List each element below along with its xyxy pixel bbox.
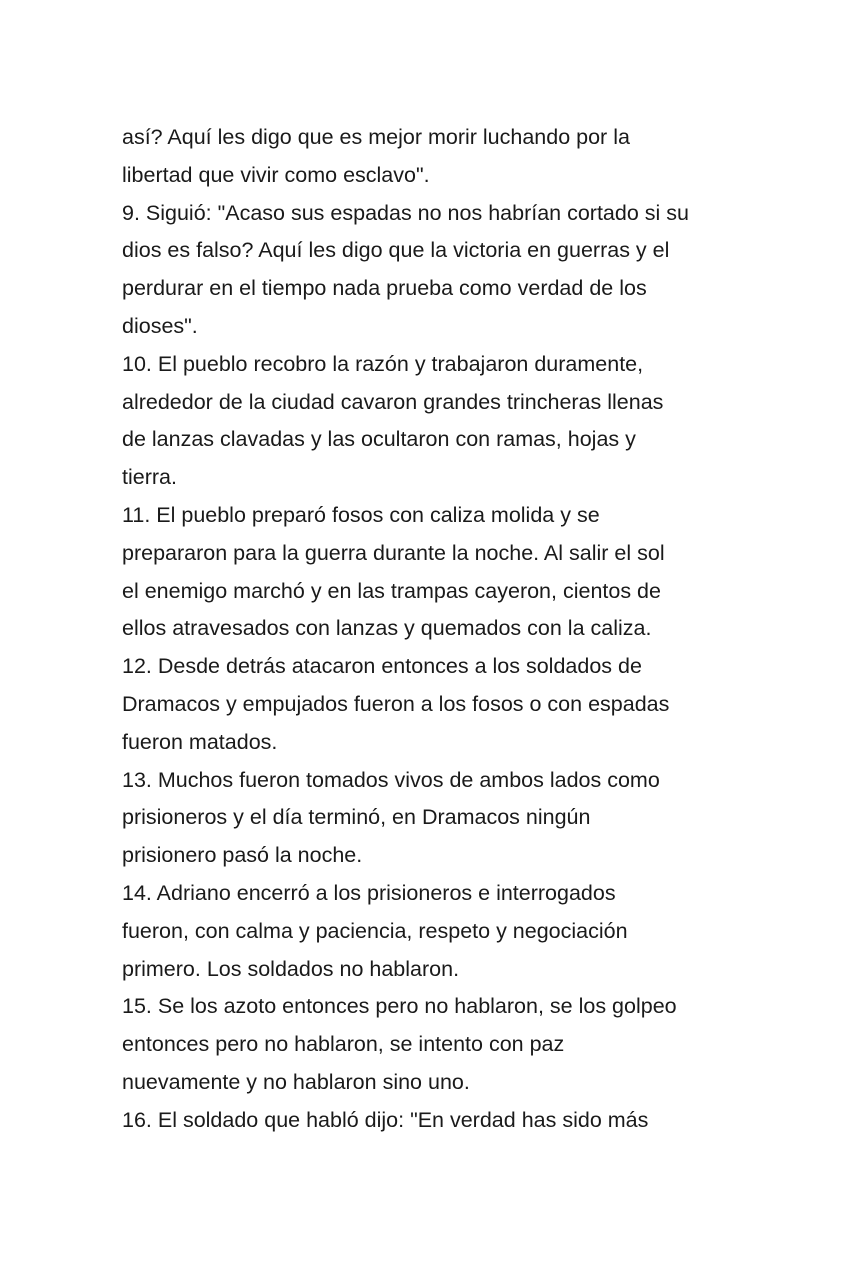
text-line: 10. El pueblo recobro la razón y trabajaron duramente, [122,351,644,376]
text-line: prepararon para la guerra durante la noche. Al salir el sol [122,540,665,565]
text-line: tierra. [122,465,177,490]
text-line: 15. Se los azoto entonces pero no hablaron, se los golpeo [122,994,677,1019]
text-line: perdurar en el tiempo nada prueba como verdad de los [122,276,647,301]
text-line: nuevamente y no hablaron sino uno. [122,1069,470,1094]
text-line: dios es falso? Aquí les digo que la victoria en guerras y el [122,238,670,263]
text-line: 12. Desde detrás atacaron entonces a los soldados de [122,654,642,679]
text-line: dioses". [122,313,198,338]
text-line: Dramacos y empujados fueron a los fosos o con espadas [122,691,670,716]
text-line: fueron matados. [122,729,278,754]
text-line: de lanzas clavadas y las ocultaron con ramas, hojas y [122,427,636,452]
text-line: el enemigo marchó y en las trampas cayeron, cientos de [122,578,661,603]
text-line: libertad que vivir como esclavo". [122,162,430,187]
text-line: 13. Muchos fueron tomados vivos de ambos lados como [122,767,660,792]
body-text [122,119,762,1140]
text-line: ellos atravesados con lanzas y quemados con la caliza. [122,616,652,641]
text-line: 16. El soldado que habló dijo: "En verdad has sido más [122,1107,649,1132]
text-line: 14. Adriano encerró a los prisioneros e interrogados [122,880,616,905]
text-line: 9. Siguió: "Acaso sus espadas no nos habrían cortado si su [122,200,689,225]
text-line: alrededor de la ciudad cavaron grandes trincheras llenas [122,389,664,414]
text-line: así? Aquí les digo que es mejor morir luchando por la [122,125,630,149]
text-line: fueron, con calma y paciencia, respeto y negociación [122,918,628,943]
text-line: 11. El pueblo preparó fosos con caliza molida y se [122,502,600,527]
text-line: prisionero pasó la noche. [122,843,363,868]
text-line: prisioneros y el día terminó, en Dramacos ningún [122,805,591,830]
text-line: primero. Los soldados no hablaron. [122,956,460,981]
text-line: entonces pero no hablaron, se intento con paz [122,1032,565,1057]
